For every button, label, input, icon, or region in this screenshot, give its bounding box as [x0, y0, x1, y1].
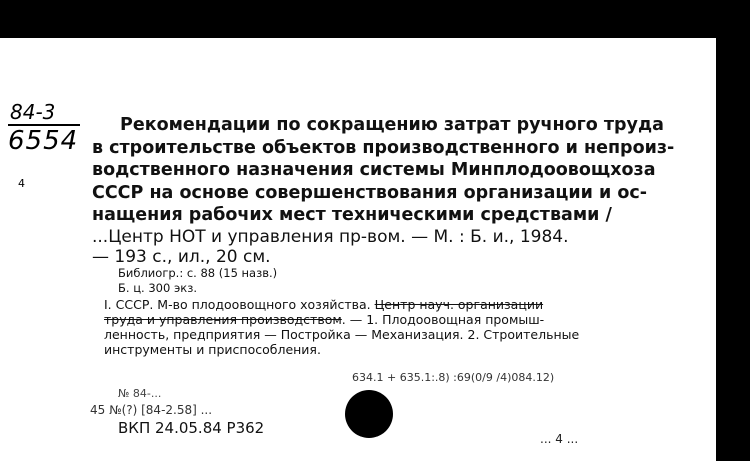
subject-headings [104, 297, 674, 357]
scan-top-border [0, 0, 750, 38]
struck-text: Центр науч. организации [374, 297, 544, 312]
punch-hole [345, 390, 393, 438]
handwritten-code: 6554 [8, 126, 79, 156]
subject-line [104, 312, 674, 327]
subject-text: . — 1. Плодоовощная промыш- [341, 312, 545, 327]
subject-line: инструменты и приспособления. [104, 342, 321, 357]
scan-right-border [716, 38, 750, 461]
publication-info [92, 227, 682, 267]
card-number: № 84-... [118, 387, 162, 400]
bibliography-note: Библиогр.: с. 88 (15 назв.) [118, 266, 278, 280]
bkp-stamp: ВКП 24.05.84 Р362 [118, 419, 265, 437]
card-title [92, 114, 682, 227]
handwritten-small-mark: 4 [18, 177, 25, 190]
publication-line: — 193 с., ил., 20 см. [92, 247, 271, 267]
price-run-note: Б. ц. 300 экз. [118, 281, 197, 295]
footer-marks: ... 4 ... [540, 432, 579, 446]
classification-index: 634.1 + 635.1:.8) :69(0/9 /4)084.12) [352, 371, 555, 384]
publication-line: ...Центр НОТ и управления пр-вом. — М. : Б. и., 1984. [92, 227, 569, 247]
title-line: Рекомендации по сокращению затрат ручного труда [120, 115, 664, 135]
subject-line: ленность, предприятия — Постройка — Механизация. 2. Строительные [104, 327, 580, 342]
subject-line [104, 297, 674, 312]
handwritten-shelf-mark: 84-3 [10, 100, 56, 124]
title-line: СССР на основе совершенствования организации и ос- [92, 182, 648, 203]
title-line: в строительстве объектов производственного и непроиз- [92, 137, 675, 158]
subject-text: I. СССР. М-во плодоовощного хозяйства. [104, 297, 375, 312]
title-line: водственного назначения системы Минплодоовощхоза [92, 160, 656, 180]
registration-code: 45 №(?) [84-2.58] ... [90, 403, 213, 417]
title-line: нащения рабочих мест техническими средствами / [92, 205, 612, 225]
struck-text: труда и управления производством [104, 312, 342, 327]
